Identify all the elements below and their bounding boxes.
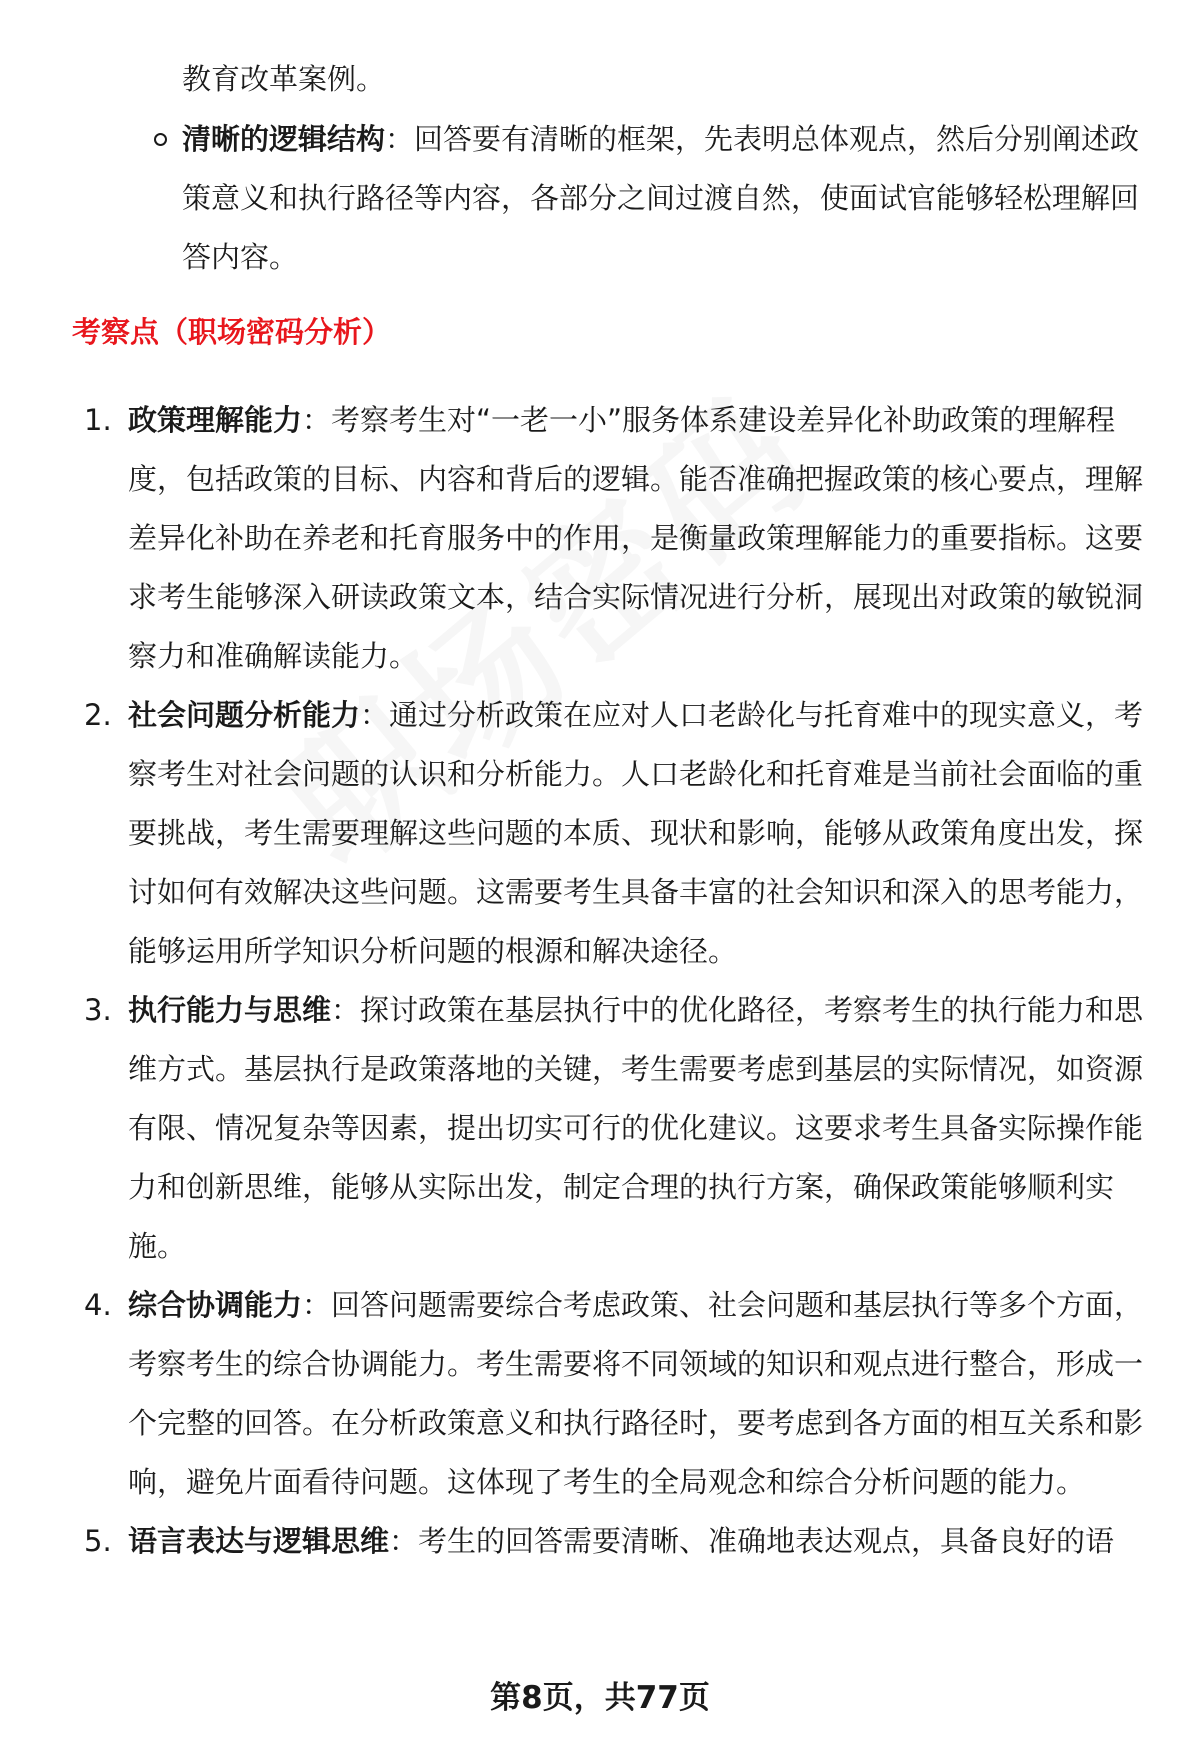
bullet-term: 清晰的逻辑结构: [182, 122, 386, 156]
list-item-text: ：考察考生对“一老一小”服务体系建设差异化补助政策的理解程度，包括政策的目标、内容和背后的逻辑。能否准确把握政策的核心要点，理解差异化补助在养老和托育服务中的作用，是衡量政策理解能力的重要指标。这要求考生能够深入研读政策文本，结合实际情况进行分析，展现出对政策的敏锐洞察力和准确解读能力。: [128, 403, 1144, 673]
list-item-number: 5.: [84, 1524, 112, 1558]
list-item-text: ：考生的回答需要清晰、准确地表达观点，具备良好的语: [389, 1524, 1115, 1558]
continuation-text: 教育改革案例。: [182, 62, 386, 96]
list-item-number: 2.: [84, 698, 112, 732]
list-item-term: 社会问题分析能力: [128, 698, 361, 732]
bullet-paragraph: [182, 110, 1145, 287]
list-item-paragraph: [128, 981, 1148, 1276]
page-number-footer: 第8页，共77页: [490, 1680, 710, 1716]
list-item-term: 语言表达与逻辑思维: [128, 1524, 390, 1558]
list-item-text: ：通过分析政策在应对人口老龄化与托育难中的现实意义，考察考生对社会问题的认识和分析能力。人口老龄化和托育难是当前社会面临的重要挑战，考生需要理解这些问题的本质、现状和影响，能够从政策角度出发，探讨如何有效解决这些问题。这需要考生具备丰富的社会知识和深入的思考能力，能够运用所学知识分析问题的根源和解决途径。: [128, 698, 1144, 968]
list-item: [80, 391, 1148, 686]
list-item-number: 4.: [84, 1288, 112, 1322]
list-item: [80, 1276, 1148, 1512]
numbered-list: [80, 391, 1148, 1571]
bullet-list: [150, 110, 1145, 287]
list-item-number: 1.: [84, 403, 112, 437]
list-item-text: ：探讨政策在基层执行中的优化路径，考察考生的执行能力和思维方式。基层执行是政策落地的关键，考生需要考虑到基层的实际情况，如资源有限、情况复杂等因素，提出切实可行的优化建议。这要求考生具备实际操作能力和创新思维，能够从实际出发，制定合理的执行方案，确保政策能够顺利实施。: [128, 993, 1144, 1263]
bullet-text: ：回答要有清晰的框架，先表明总体观点，然后分别阐述政策意义和执行路径等内容，各部分之间过渡自然，使面试官能够轻松理解回答内容。: [182, 122, 1140, 274]
list-item-term: 综合协调能力: [128, 1288, 303, 1322]
list-item: [80, 1512, 1148, 1571]
list-item-text: ：回答问题需要综合考虑政策、社会问题和基层执行等多个方面，考察考生的综合协调能力。考生需要将不同领域的知识和观点进行整合，形成一个完整的回答。在分析政策意义和执行路径时，要考虑到各方面的相互关系和影响，避免片面看待问题。这体现了考生的全局观念和综合分析问题的能力。: [128, 1288, 1144, 1499]
list-item: [80, 981, 1148, 1276]
list-item-number: 3.: [84, 993, 112, 1027]
list-item-paragraph: [128, 1276, 1148, 1512]
bullet-item: [150, 110, 1145, 287]
list-item-term: 政策理解能力: [128, 403, 303, 437]
list-item-paragraph: [128, 391, 1148, 686]
list-item-paragraph: [128, 1512, 1148, 1571]
section-title: 考察点（职场密码分析）: [72, 315, 392, 349]
hollow-bullet-icon: [154, 133, 167, 146]
list-item-paragraph: [128, 686, 1148, 981]
list-item: [80, 686, 1148, 981]
list-item-term: 执行能力与思维: [128, 993, 332, 1027]
